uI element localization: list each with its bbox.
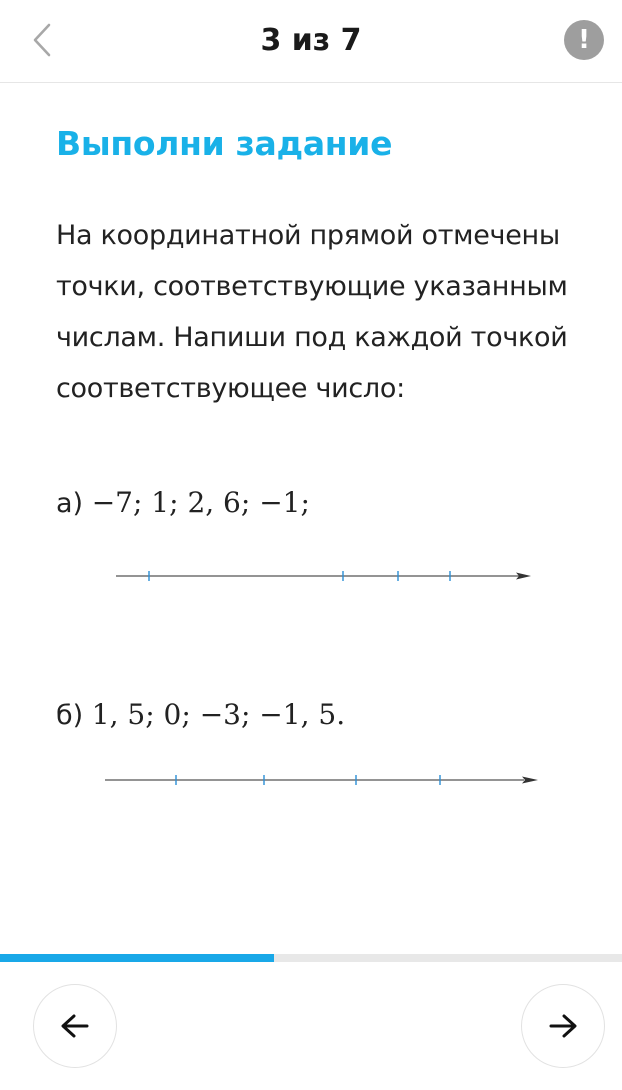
report-button[interactable]	[564, 20, 604, 60]
prev-button[interactable]	[33, 984, 117, 1068]
arrow-left-icon	[59, 1012, 91, 1040]
arrow-right-icon	[547, 1012, 579, 1040]
exclamation-icon: !	[578, 25, 590, 55]
page-counter: 3 из 7	[260, 23, 362, 58]
part-a-numbers: −7; 1; 2, 6; −1;	[91, 486, 310, 519]
task-description: На координатной прямой отмечены точки, соответствующие указанным числам. Напиши под каждой точкой соответствующее число:	[56, 220, 568, 404]
task-heading: Выполни задание	[56, 124, 393, 163]
number-line-b	[100, 768, 550, 792]
progress-bar	[0, 954, 622, 962]
part-b-numbers: 1, 5; 0; −3; −1, 5.	[91, 698, 346, 731]
part-a-letter: а)	[56, 488, 84, 519]
number-line-b-arrow	[522, 777, 538, 784]
back-button[interactable]	[22, 18, 62, 62]
part-b-letter: б)	[56, 700, 84, 731]
part-a-label	[56, 486, 310, 519]
part-b-label	[56, 698, 345, 731]
header	[0, 0, 622, 83]
progress-bar-fill	[0, 954, 274, 962]
next-button[interactable]	[521, 984, 605, 1068]
chevron-left-icon	[31, 22, 53, 58]
number-line-a	[110, 564, 540, 588]
